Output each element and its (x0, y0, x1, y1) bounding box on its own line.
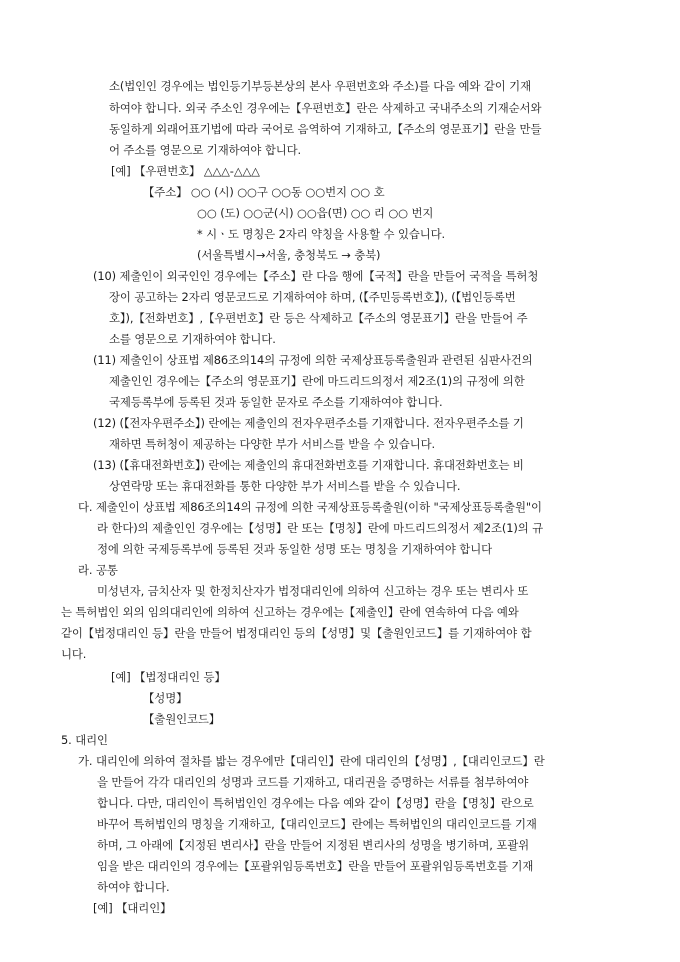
section-da-line: 정에 의한 국제등록부에 등록된 것과 동일한 성명 또는 명칭을 기재하여야 합니다 (97, 542, 493, 556)
section-5-heading: 5. 대리인 (61, 733, 108, 747)
example-name: 【성명】 (143, 691, 188, 705)
item-11-line: 제출인인 경우에는【주소의 영문표기】란에 마드리드의정서 제2조(1)의 규정에 의한 (109, 374, 525, 388)
example-address: 【주소】 ○○ (시) ○○구 ○○동 ○○번지 ○○ 호 (143, 185, 385, 199)
example-applicant-code: 【출원인코드】 (143, 712, 221, 726)
body-text-line: 동일하게 외래어표기법에 따라 국어로 음역하여 기재하고,【주소의 영문표기】란을 만들 (109, 122, 542, 136)
section-ra-line: 미성년자, 금치산자 및 한정치산자가 법정대리인에 의하여 신고하는 경우 또는 변리사 또 (97, 584, 529, 598)
body-text-line: 어 주소를 영문으로 기재하여야 합니다. (109, 143, 302, 157)
body-text-line: 소(법인인 경우에는 법인등기부등본상의 본사 우편번호와 주소)를 다음 예와 같이 기재 (109, 79, 531, 93)
section-5-line: 합니다. 다만, 대리인이 특허법인인 경우에는 다음 예와 같이【성명】란을【명칭】란으로 (97, 796, 534, 810)
section-5-line: 바꾸어 특허법인의 명칭을 기재하고,【대리인코드】란에는 특허법인의 대리인코드를 기재 (97, 817, 537, 831)
section-da-line: 라 한다)의 제출인인 경우에는【성명】란 또는【명칭】란에 마드리드의정서 제2조(1)의 규 (97, 521, 544, 535)
example-legal-rep: [예] 【법정대리인 등】 (111, 670, 226, 684)
section-ra-heading: 라. 공통 (78, 563, 118, 577)
item-10-line: 호】),【전화번호】,【우편번호】란 등은 삭제하고【주소의 영문표기】란을 만들어 주 (109, 311, 528, 325)
section-ra-line: 니다. (61, 647, 87, 661)
example-agent: [예] 【대리인】 (93, 901, 172, 915)
item-11-line: (11) 제출인이 상표법 제86조의14의 규정에 의한 국제상표등록출원과 관련된 심판사건의 (93, 353, 533, 367)
example-postal-code: [예] 【우편번호】 △△△-△△△ (111, 164, 260, 178)
section-5-line: 가. 대리인에 의하여 절차를 밟는 경우에만【대리인】란에 대리인의【성명】,【대리인코드】란 (78, 754, 545, 768)
item-12-line: 재하면 특허청이 제공하는 다양한 부가 서비스를 받을 수 있습니다. (109, 437, 436, 451)
item-10-line: 소를 영문으로 기재하여야 합니다. (109, 332, 276, 346)
section-da-line: 다. 제출인이 상표법 제86조의14의 규정에 의한 국제상표등록출원(이하 "국제상표등록출원"이 (78, 500, 542, 514)
item-13-line: 상연락망 또는 휴대전화를 통한 다양한 부가 서비스를 받을 수 있습니다. (109, 479, 461, 493)
item-10-line: 장이 공고하는 2자리 영문코드로 기재하여야 하며, (【주민등록번호】), (【법인등록번 (109, 290, 516, 304)
item-12-line: (12) (【전자우편주소】) 란에는 제출인의 전자우편주소를 기재합니다. 전자우편주소를 기 (93, 416, 524, 430)
section-ra-line: 는 특허법인 외의 임의대리인에 의하여 신고하는 경우에는【제출인】란에 연속하여 다음 예와 (61, 605, 519, 619)
example-note: * 시ㆍ도 명칭은 2자리 약칭을 사용할 수 있습니다. (197, 227, 446, 241)
section-ra-line: 같이【법정대리인 등】란을 만들어 법정대리인 등의【성명】및【출원인코드】를 기재하여야 합 (61, 626, 532, 640)
section-5-line: 하여야 합니다. (97, 880, 170, 894)
body-text-line: 하여야 합니다. 외국 주소인 경우에는【우편번호】란은 삭제하고 국내주소의 기재순서와 (109, 101, 542, 115)
example-address-line-2: ○○ (도) ○○군(시) ○○읍(면) ○○ 리 ○○ 번지 (197, 206, 434, 220)
section-5-line: 임을 받은 대리인의 경우에는【포괄위임등록번호】란을 만들어 포괄위임등록번호를 기재 (97, 859, 534, 873)
section-5-line: 을 만들어 각각 대리인의 성명과 코드를 기재하고, 대리권을 증명하는 서류를 첨부하여야 (97, 775, 529, 789)
item-11-line: 국제등록부에 등록된 것과 동일한 문자로 주소를 기재하여야 합니다. (109, 395, 443, 409)
example-note-2: (서울특별시→서울, 충청북도 → 충북) (197, 248, 381, 262)
item-10-line: (10) 제출인이 외국인인 경우에는【주소】란 다음 행에【국적】란을 만들어 국적을 특허청 (93, 269, 539, 283)
section-5-line: 하며, 그 아래에【지정된 변리사】란을 만들어 지정된 변리사의 성명을 병기하며, 포괄위 (97, 838, 530, 852)
item-13-line: (13) (【휴대전화번호】) 란에는 제출인의 휴대전화번호를 기재합니다. 휴대전화번호는 비 (93, 458, 524, 472)
